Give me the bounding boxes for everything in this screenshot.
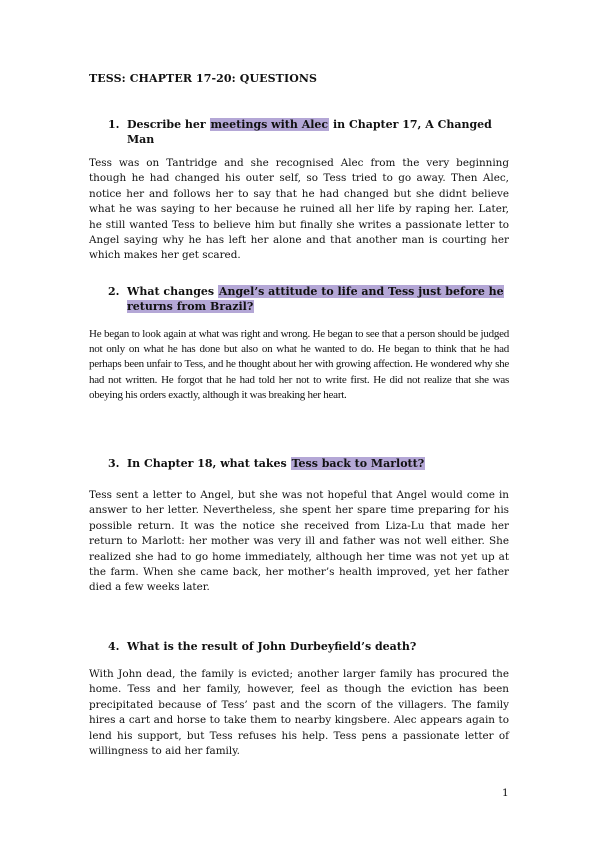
answer-3: Tess sent a letter to Angel, but she was not hopeful that Angel would come in answer to her letter. Nevertheless, she spent her spare time preparing for his possible return. It was the notice she received from Liza-Lu that made her return to Marlott: her mother was very ill and father was not well either. She realized she had to go home immediately, although her time was not yet up at the farm. When she came back, her mother’s health improved, yet her father died a few weeks later. bbox=[89, 489, 509, 594]
question-2 bbox=[108, 284, 518, 314]
question-text-post: in Chapter 17, A Changed Man bbox=[127, 118, 492, 146]
question-text bbox=[127, 456, 518, 471]
question-text-pre: Describe her bbox=[127, 118, 210, 131]
answer-2: He began to look again at what was right and wrong. He began to see that a person should be judged not only on what he has done but also on what he wanted to do. He began to think that he had perhaps been unfair to Tess, and he thought about her with growing affection. He wondered why she had not written. He forgot that he had told her not to write first. He did not realize that she was obeying his orders exactly, although it was breaking her heart. bbox=[89, 328, 509, 401]
question-highlight: meetings with Alec bbox=[210, 118, 329, 131]
question-number: 1. bbox=[108, 118, 120, 131]
question-number: 3. bbox=[108, 457, 120, 470]
question-text-pre: In Chapter 18, what takes bbox=[127, 457, 291, 470]
answer-4: With John dead, the family is evicted; another larger family has procured the home. Tess and her family, however, feel as though the eviction has been precipitated because of Tess’ past and the scorn of the villagers. The family hires a cart and horse to take them to nearby kingsbere. Alec appears again to lend his support, but Tess refuses his help. Tess pens a passionate letter of willingness to aid her family. bbox=[89, 668, 509, 758]
question-text bbox=[127, 639, 518, 654]
question-1 bbox=[108, 117, 518, 147]
page-number: 1 bbox=[502, 787, 509, 799]
question-text-pre: What changes bbox=[127, 285, 218, 298]
question-text bbox=[127, 284, 518, 314]
question-text bbox=[127, 117, 518, 147]
question-text-pre: What is the result of John Durbeyfield’s death? bbox=[127, 640, 417, 653]
document-title: TESS: CHAPTER 17-20: QUESTIONS bbox=[89, 72, 318, 85]
answer-1: Tess was on Tantridge and she recognised Alec from the very beginning though he had changed his outer self, so Tess tried to go away. Then Alec, notice her and follows her to say that he had changed but she didnt believe what he was saying to her because he ruined all her life by raping her. Later, he still wanted Tess to believe him but finally she writes a passionate letter to Angel saying why he has left her alone and that another man is courting her which makes her get scared. bbox=[89, 157, 509, 262]
question-4 bbox=[108, 639, 518, 654]
question-number: 4. bbox=[108, 640, 120, 653]
question-number: 2. bbox=[108, 285, 120, 298]
question-highlight: Angel’s attitude to life and Tess just before he returns from Brazil? bbox=[127, 285, 504, 313]
question-highlight: Tess back to Marlott? bbox=[291, 457, 425, 470]
question-3 bbox=[108, 456, 518, 471]
